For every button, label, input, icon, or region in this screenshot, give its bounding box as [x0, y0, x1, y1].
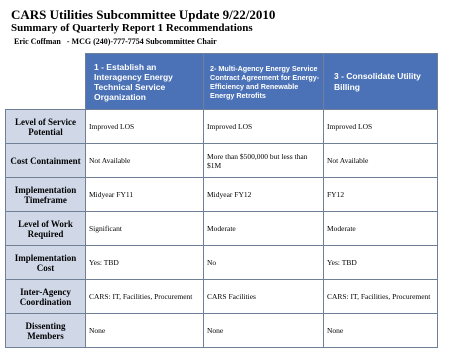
contact-detail: - MCG (240)-777-7754 Subcommittee Chair [66, 37, 217, 46]
table-cell: None [86, 314, 204, 348]
table-cell: Moderate [324, 212, 438, 246]
contact-line [14, 37, 217, 46]
column-header-2 [204, 54, 324, 110]
row-label: Level of Work Required [6, 212, 86, 246]
table-cell: Moderate [204, 212, 324, 246]
table-cell: CARS Facilities [204, 280, 324, 314]
contact-name: Eric Coffman [14, 37, 61, 46]
table-row [6, 110, 438, 144]
page-title: CARS Utilities Subcommittee Update 9/22/2010 [11, 7, 276, 22]
table-cell: Improved LOS [86, 110, 204, 144]
table-header-row [6, 54, 438, 110]
table-cell: No [204, 246, 324, 280]
table-cell: None [204, 314, 324, 348]
column-header-1 [86, 54, 204, 110]
table-cell: Midyear FY12 [204, 178, 324, 212]
column-header-3 [324, 54, 438, 110]
table-cell: Yes: TBD [86, 246, 204, 280]
table-row [6, 280, 438, 314]
table-cell: Improved LOS [324, 110, 438, 144]
table-cell: CARS: IT, Facilities, Procurement [324, 280, 438, 314]
table-row [6, 246, 438, 280]
row-label: Level of Service Potential [6, 110, 86, 144]
table-cell: Significant [86, 212, 204, 246]
column-header-number: 1 - [94, 61, 104, 72]
recommendations-table [5, 53, 438, 348]
table-row [6, 144, 438, 178]
row-label: Cost Containment [6, 144, 86, 178]
table-cell: Improved LOS [204, 110, 324, 144]
table-cell: Not Available [324, 144, 438, 178]
table-cell: FY12 [324, 178, 438, 212]
table-cell: Midyear FY11 [86, 178, 204, 212]
table-row [6, 314, 438, 348]
column-header-label: Establish an Interagency Energy Technical Service Organization [94, 61, 173, 102]
row-label: Inter-Agency Coordination [6, 280, 86, 314]
table-cell: Yes: TBD [324, 246, 438, 280]
table-row [6, 212, 438, 246]
table-cell: Not Available [86, 144, 204, 178]
table-corner [6, 54, 86, 110]
column-header-label: Multi-Agency Energy Service Contract Agreement for Energy-Efficiency and Renewable Energy Retrofits [210, 63, 320, 100]
page-subtitle: Summary of Quarterly Report 1 Recommendations [11, 22, 253, 34]
column-header-number: 2- [210, 63, 217, 73]
row-label: Dissenting Members [6, 314, 86, 348]
table-cell: None [324, 314, 438, 348]
table-cell: More than $500,000 but less than $1M [204, 144, 324, 178]
table-row [6, 178, 438, 212]
row-label: Implementation Timeframe [6, 178, 86, 212]
row-label: Implementation Cost [6, 246, 86, 280]
column-header-label: Consolidate Utility Billing [334, 70, 421, 92]
column-header-number: 3 - [334, 70, 344, 81]
table-cell: CARS: IT, Facilities, Procurement [86, 280, 204, 314]
